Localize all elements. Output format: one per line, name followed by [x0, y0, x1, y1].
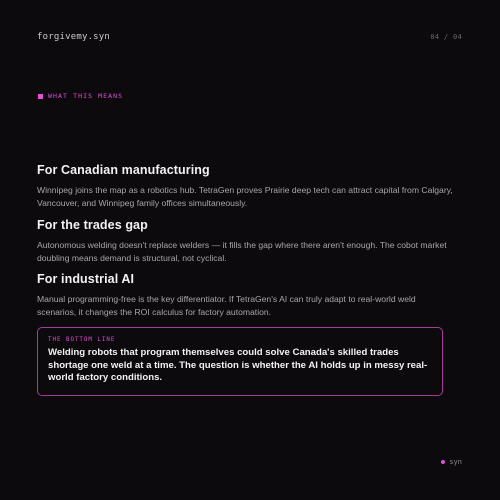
section-canadian-manufacturing — [37, 163, 457, 210]
page-indicator: 04 / 04 — [430, 33, 462, 41]
callout-label: THE BOTTOM LINE — [48, 337, 116, 343]
eyebrow-label: WHAT THIS MEANS — [48, 92, 124, 100]
section-industrial-ai — [37, 272, 457, 319]
section-eyebrow — [38, 92, 123, 100]
section-body: Winnipeg joins the map as a robotics hub. TetraGen proves Prairie deep tech can attract capital from Calgary, Vancouver, and Winnipeg family offices simultaneously. — [37, 185, 453, 209]
footer-brand — [441, 458, 462, 466]
section-trades-gap — [37, 218, 457, 265]
brand-name: forgivemy.syn — [37, 32, 111, 42]
dot-icon — [441, 460, 445, 464]
footer-label: syn — [449, 458, 462, 466]
square-icon — [38, 94, 43, 99]
callout-text: Welding robots that program themselves could solve Canada's skilled trades shortage one weld at a time. The question is whether the AI holds up in messy real-world factory conditions. — [48, 347, 428, 384]
section-body: Manual programming-free is the key differentiator. If TetraGen's AI can truly adapt to real-world weld scenarios, it changes the ROI calculus for factory automation. — [37, 294, 416, 318]
section-title: For industrial AI — [37, 272, 135, 286]
section-body: Autonomous welding doesn't replace welders — it fills the gap where there aren't enough. The cobot market doubling means demand is structural, not cyclical. — [37, 240, 447, 264]
section-title: For Canadian manufacturing — [37, 163, 210, 177]
section-title: For the trades gap — [37, 218, 148, 232]
bottom-line-callout — [37, 327, 443, 396]
